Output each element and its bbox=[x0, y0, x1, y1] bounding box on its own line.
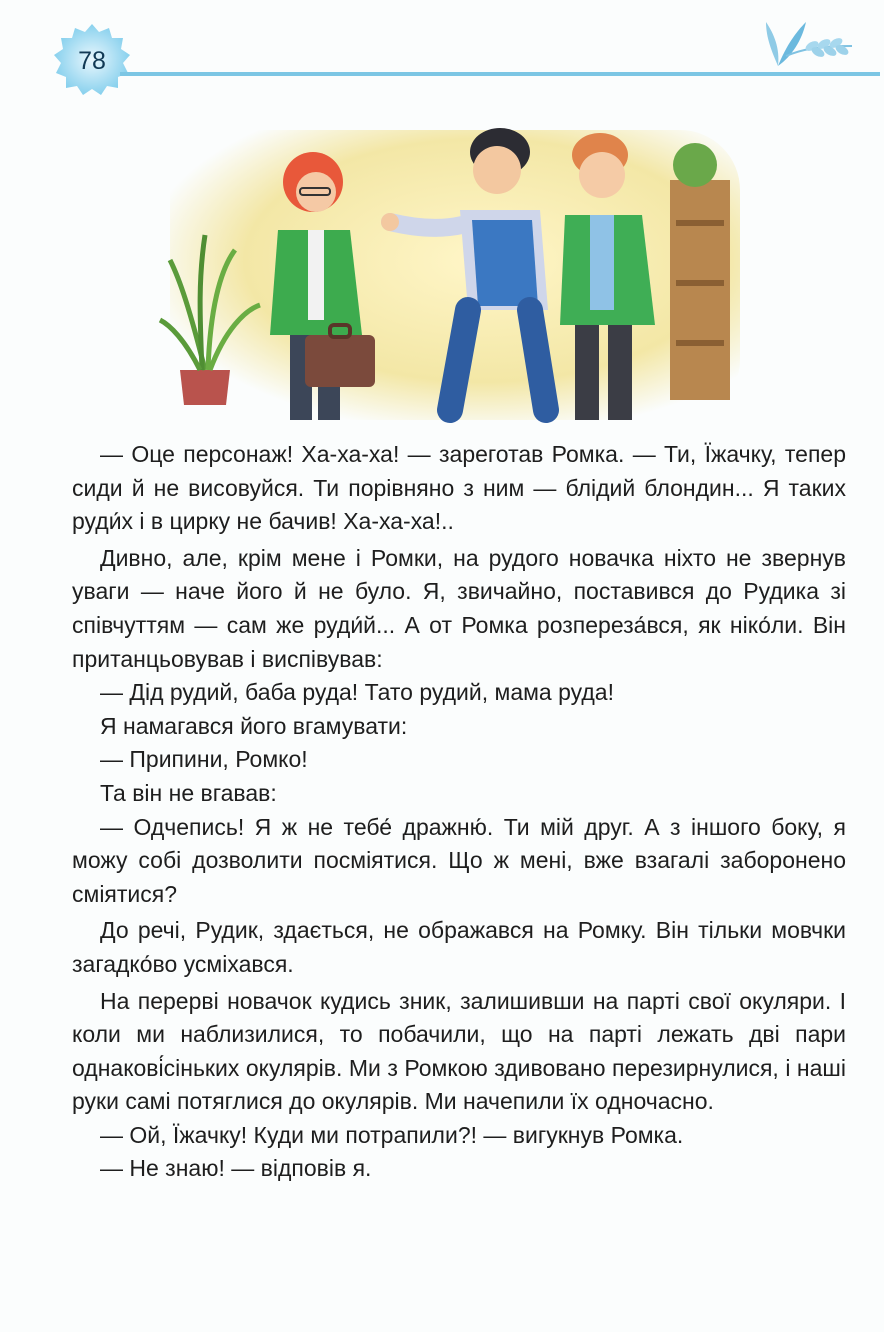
paragraph-4: Я намагався його вгамувати: bbox=[100, 712, 408, 739]
paragraph-3: — Дід рудий, баба руда! Тато рудий, мама руда! bbox=[100, 679, 614, 706]
paragraph-2: Дивно, але, крім мене і Ромки, на рудого новачка ніхто не звернув уваги — наче його й не було. Я, звичайно, поставився до Рудика зі співчуттям — сам же руди́й... А от Ромка розпереза́вся, як ніко́ли. Він пританцьовував і виспівував: bbox=[72, 544, 846, 672]
paragraph-9: На перерві новачок кудись зник, залишивши на парті свої окуляри. І коли ми наблизилися, то побачили, що на парті лежать дві пари однакові́сіньких окулярів. Ми з Ромкою здивовано перезирнулися, і наші руки самі потяглися до окулярів. Ми начепили їх одночасно. bbox=[72, 987, 846, 1115]
paragraph-10: — Ой, Їжачку! Куди ми потрапили?! — вигукнув Ромка. bbox=[100, 1121, 684, 1148]
three-boys-illustration bbox=[150, 110, 760, 430]
paragraph-1: — Оце персонаж! Ха-ха-ха! — зареготав Ромка. — Ти, Їжачку, тепер сиди й не висовуйся. Ти порівняно з ним — блідий блондин... Я таких руди́х і в цирку не бачив! Ха-ха-ха!.. bbox=[72, 441, 846, 535]
paragraph-11: — Не знаю! — відповів я. bbox=[100, 1155, 372, 1182]
story-text bbox=[72, 438, 846, 1186]
bookshelf-right bbox=[670, 143, 730, 400]
paragraph-6: Та він не вгавав: bbox=[100, 779, 277, 806]
paragraph-8: До речі, Рудик, здається, не ображався на Ромку. Він тільки мовчки загадко́во усміхався. bbox=[72, 917, 846, 977]
header-rule bbox=[120, 72, 880, 76]
paragraph-7: — Одчепись! Я ж не тебе́ дражню́. Ти мій друг. А з іншого боку, я можу собі дозволити посміятися. Що ж мені, вже взагалі заборонено сміятися? bbox=[72, 813, 846, 907]
page-number: 78 bbox=[78, 46, 106, 75]
paragraph-5: — Припини, Ромко! bbox=[100, 746, 308, 773]
leaf-branch-icon bbox=[756, 16, 856, 70]
